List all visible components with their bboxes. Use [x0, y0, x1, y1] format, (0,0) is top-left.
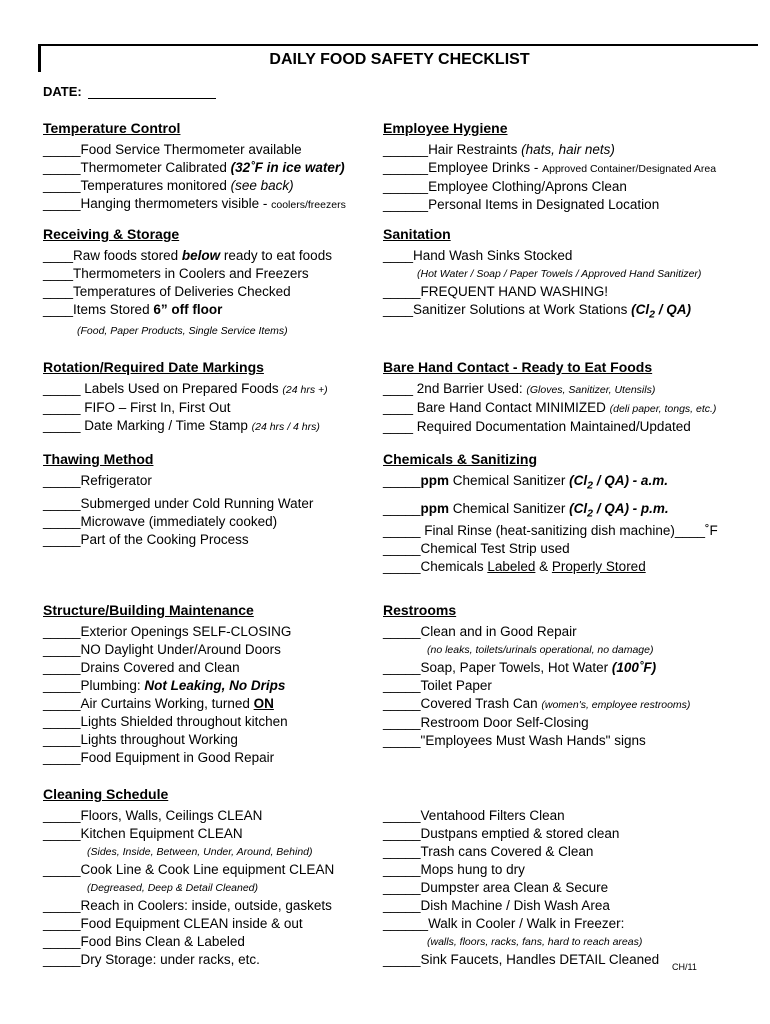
checklist-item[interactable]: _____Dustpans emptied & stored clean: [383, 826, 620, 841]
checklist-item[interactable]: ______Hair Restraints (hats, hair nets): [383, 142, 615, 157]
checklist-item[interactable]: _____NO Daylight Under/Around Doors: [43, 642, 281, 657]
bare-hand-section: [383, 358, 716, 436]
cleaning-section-left: [43, 785, 334, 969]
checklist-item[interactable]: _____Reach in Coolers: inside, outside, gaskets: [43, 898, 332, 913]
checklist-item[interactable]: _____Dry Storage: under racks, etc.: [43, 952, 260, 967]
checklist-item[interactable]: _____Submerged under Cold Running Water: [43, 496, 314, 511]
checklist-item[interactable]: ______Employee Drinks - Approved Container/Designated Area: [383, 160, 717, 175]
checklist-item[interactable]: _____Mops hung to dry: [383, 862, 525, 877]
checklist-item[interactable]: _____Restroom Door Self-Closing: [383, 715, 589, 730]
receiving-storage-section: [43, 225, 332, 340]
section-header: Receiving & Storage: [43, 226, 180, 242]
checklist-item[interactable]: _____ppm Chemical Sanitizer $(Cl_2 / QA) - p.m$.: [383, 500, 669, 520]
note-text: (Food, Paper Products, Single Service Items): [77, 325, 288, 337]
checklist-item[interactable]: _____Thermometer Calibrated (32˚F in ice water): [43, 160, 345, 175]
structure-section: [43, 601, 291, 767]
note-text: (Sides, Inside, Between, Under, Around, Behind): [87, 846, 313, 858]
temperature-control-section: [43, 119, 346, 214]
checklist-item[interactable]: _____Cook Line & Cook Line equipment CLEAN: [43, 862, 335, 877]
checklist-item[interactable]: _____Food Equipment CLEAN inside & out: [43, 916, 303, 931]
employee-hygiene-section: [383, 119, 716, 214]
checklist-item[interactable]: _____Chemicals Labeled & Properly Stored: [383, 559, 646, 575]
checklist-item[interactable]: _____Drains Covered and Clean: [43, 660, 240, 675]
checklist-item[interactable]: _____Food Equipment in Good Repair: [43, 750, 275, 765]
checklist-item[interactable]: _____Food Bins Clean & Labeled: [43, 934, 245, 949]
checklist-item[interactable]: _____ FIFO – First In, First Out: [43, 400, 231, 415]
checklist-item[interactable]: _____Chemical Test Strip used: [383, 541, 570, 557]
checklist-item[interactable]: _____Ventahood Filters Clean: [383, 808, 565, 823]
checklist-item[interactable]: _____Covered Trash Can (women's, employee restrooms): [383, 696, 691, 711]
section-header: Restrooms: [383, 602, 457, 618]
thawing-section: [43, 450, 313, 549]
checklist-item[interactable]: _____Kitchen Equipment CLEAN: [43, 826, 243, 841]
checklist-item[interactable]: _____Dish Machine / Dish Wash Area: [383, 898, 610, 913]
checklist-item[interactable]: ____Raw foods stored below ready to eat foods: [43, 248, 332, 263]
footer-code: CH/11: [672, 962, 697, 972]
checklist-item[interactable]: ____Sanitizer Solutions at Work Stations $(Cl_2 / QA)$: [383, 302, 691, 321]
checklist-item[interactable]: ____ Bare Hand Contact MINIMIZED (deli paper, tongs, etc.): [383, 400, 717, 415]
checklist-item[interactable]: _____Trash cans Covered & Clean: [383, 844, 594, 859]
checklist-item[interactable]: _____Part of the Cooking Process: [43, 532, 249, 547]
checklist-item[interactable]: ____ 2nd Barrier Used: (Gloves, Sanitizer, Utensils): [383, 381, 656, 396]
checklist-item[interactable]: _____Exterior Openings SELF-CLOSING: [43, 624, 292, 639]
section-header: Sanitation: [383, 226, 451, 242]
note-text: (walls, floors, racks, fans, hard to reach areas): [427, 936, 643, 948]
note-text: (Degreased, Deep & Detail Cleaned): [87, 882, 259, 894]
section-header: Structure/Building Maintenance: [43, 602, 254, 618]
section-header: Thawing Method: [43, 451, 154, 467]
checklist-item[interactable]: ______Walk in Cooler / Walk in Freezer:: [383, 916, 625, 931]
chemicals-section: [383, 450, 718, 576]
checklist-item[interactable]: _____Floors, Walls, Ceilings CLEAN: [43, 808, 263, 823]
checklist-item[interactable]: _____Plumbing: Not Leaking, No Drips: [43, 678, 286, 693]
page-title: DAILY FOOD SAFETY CHECKLIST: [38, 44, 758, 72]
checklist-item[interactable]: _____Temperatures monitored (see back): [43, 178, 294, 193]
checklist-item[interactable]: ____Temperatures of Deliveries Checked: [43, 284, 291, 299]
checklist-item[interactable]: _____"Employees Must Wash Hands" signs: [383, 733, 646, 748]
note-text: (Hot Water / Soap / Paper Towels / Approved Hand Sanitizer): [417, 268, 702, 280]
section-header: Employee Hygiene: [383, 120, 508, 136]
section-header: Bare Hand Contact - Ready to Eat Foods: [383, 359, 653, 375]
section-header: Chemicals & Sanitizing: [383, 451, 538, 467]
checklist-item[interactable]: _____Lights Shielded throughout kitchen: [43, 714, 288, 729]
rotation-section: [43, 358, 328, 436]
checklist-item[interactable]: _____ Final Rinse (heat-sanitizing dish machine)____˚F: [383, 523, 718, 539]
cleaning-section-right: [383, 807, 659, 969]
checklist-item[interactable]: _____Refrigerator: [43, 473, 152, 488]
checklist-item[interactable]: _____Air Curtains Working, turned ON: [43, 696, 274, 711]
checklist-item[interactable]: _____FREQUENT HAND WASHING!: [383, 284, 609, 299]
note-text: (no leaks, toilets/urinals operational, no damage): [427, 644, 654, 656]
checklist-item[interactable]: ____Items Stored 6” off floor: [43, 302, 223, 317]
date-line[interactable]: [88, 84, 216, 99]
checklist-item[interactable]: ______Personal Items in Designated Location: [383, 197, 660, 212]
checklist-item[interactable]: _____Clean and in Good Repair: [383, 624, 577, 639]
checklist-item[interactable]: ______Employee Clothing/Aprons Clean: [383, 179, 627, 194]
checklist-item[interactable]: _____Dumpster area Clean & Secure: [383, 880, 609, 895]
checklist-item[interactable]: _____Hanging thermometers visible - coolers/freezers: [43, 196, 346, 211]
section-header: Cleaning Schedule: [43, 786, 169, 802]
date-label: DATE:: [43, 84, 82, 99]
checklist-item[interactable]: ____ Required Documentation Maintained/Updated: [383, 419, 691, 434]
checklist-item[interactable]: _____Food Service Thermometer available: [43, 142, 302, 157]
checklist-item[interactable]: ____Thermometers in Coolers and Freezers: [43, 266, 309, 281]
checklist-item[interactable]: _____ Date Marking / Time Stamp (24 hrs / 4 hrs): [43, 418, 320, 433]
restrooms-section: [383, 601, 690, 750]
date-field[interactable]: [43, 84, 216, 99]
sanitation-section: [383, 225, 701, 324]
section-header: Rotation/Required Date Markings: [43, 359, 264, 375]
checklist-item[interactable]: _____Toilet Paper: [383, 678, 492, 693]
checklist-item[interactable]: _____ Labels Used on Prepared Foods (24 hrs +): [43, 381, 328, 396]
section-header: Temperature Control: [43, 120, 181, 136]
checklist-item[interactable]: _____Sink Faucets, Handles DETAIL Cleaned: [383, 952, 660, 967]
checklist-item[interactable]: _____ppm Chemical Sanitizer $(Cl_2 / QA) - a.m$.: [383, 473, 668, 492]
checklist-item[interactable]: ____Hand Wash Sinks Stocked: [383, 248, 573, 263]
checklist-item[interactable]: _____Soap, Paper Towels, Hot Water (100˚F): [383, 660, 657, 675]
checklist-item[interactable]: _____Lights throughout Working: [43, 732, 238, 747]
checklist-item[interactable]: _____Microwave (immediately cooked): [43, 514, 278, 529]
